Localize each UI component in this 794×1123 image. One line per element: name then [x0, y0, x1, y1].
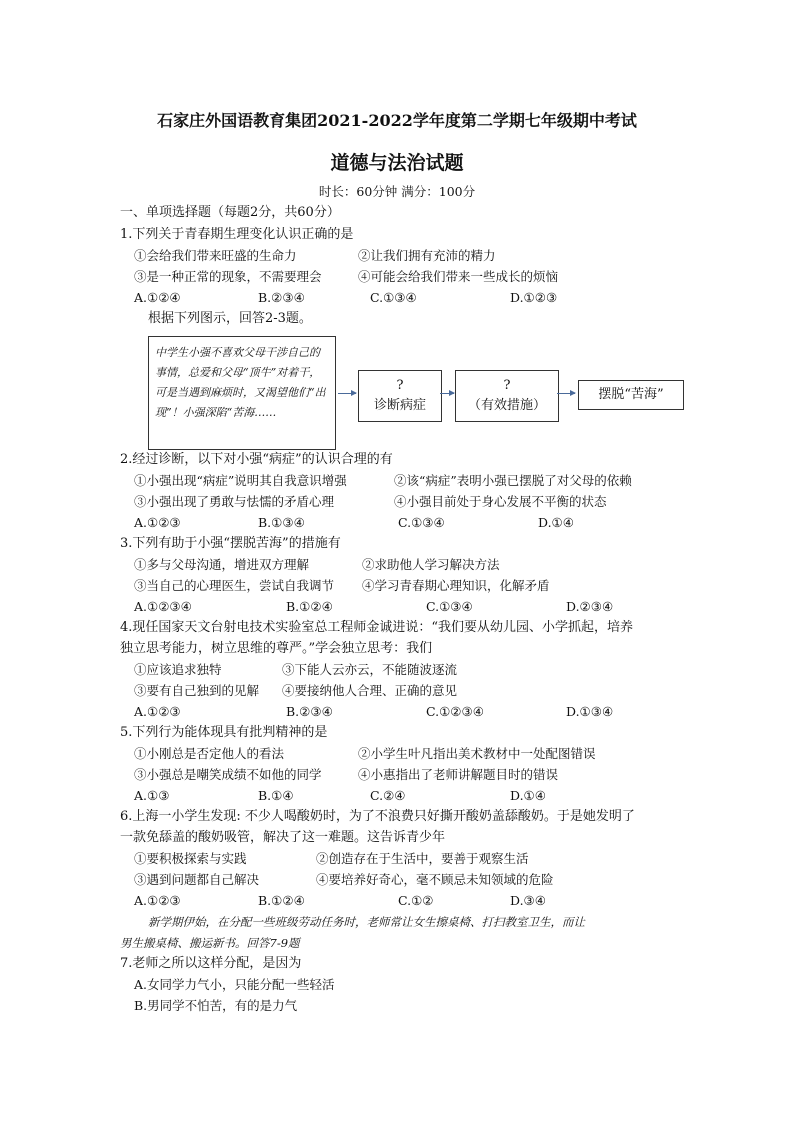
- q2-choice-d: D.①④: [538, 515, 574, 530]
- q4-choice-a: A.①②③: [134, 704, 181, 719]
- q5-choice-d: D.①④: [510, 788, 546, 803]
- escape-box: [578, 380, 684, 410]
- q7-choice-a: A.女同学力气小，只能分配一些轻活: [134, 977, 335, 992]
- q1-item-4: ④可能会给我们带来一些成长的烦恼: [358, 269, 559, 284]
- q5-choice-b: B.①④: [258, 788, 294, 803]
- q2-item-2: ②该“病症”表明小强已摆脱了对父母的依赖: [394, 473, 632, 488]
- arrow-1: [338, 393, 356, 394]
- question-6-stem-line2: 一款免舔盖的酸奶吸管，解决了这一难题。这告诉青少年: [120, 830, 446, 845]
- exam-title: 石家庄外国语教育集团2021-2022学年度第二学期七年级期中考试: [157, 111, 637, 130]
- q4-choice-d: D.①③④: [566, 704, 614, 719]
- q5-item-3: ③小强总是嘲笑成绩不如他的同学: [134, 767, 322, 782]
- q3-choice-d: D.②③④: [566, 599, 614, 614]
- q1-item-3: ③是一种正常的现象，不需要理会: [134, 269, 322, 284]
- question-6-stem-line1: 6.上海一小学生发现: 不少人喝酸奶时，为了不浪费只好撕开酸奶盖舔酸奶。于是她发明了: [120, 809, 635, 824]
- question-3-stem: 3.下列有助于小强“摆脱苦海”的措施有: [120, 536, 341, 551]
- q6-choice-c: C.①②: [398, 893, 434, 908]
- arrow-3: [557, 393, 575, 394]
- q3-item-4: ④学习青春期心理知识，化解矛盾: [362, 578, 550, 593]
- diagnose-question-mark: ?: [396, 378, 404, 393]
- q3-item-3: ③当自己的心理医生，尝试自我调节: [134, 578, 335, 593]
- measures-box: [455, 370, 559, 422]
- q6-choice-a: A.①②③: [134, 893, 181, 908]
- q5-choice-a: A.①③: [134, 788, 170, 803]
- q2-item-3: ③小强出现了勇敢与怯懦的矛盾心理: [134, 494, 335, 509]
- q6-item-4: ④要培养好奇心，毫不顾忌未知领域的危险: [316, 872, 554, 887]
- intro-q7-9-line2: 男生搬桌椅、搬运新书。回答7-9题: [120, 936, 300, 950]
- exam-meta: 时长：60分钟 满分：100分: [318, 184, 476, 199]
- escape-label: 摆脱“苦海”: [598, 387, 664, 402]
- q1-item-1: ①会给我们带来旺盛的生命力: [134, 248, 297, 263]
- q3-choice-b: B.①②④: [286, 599, 333, 614]
- q6-item-3: ③遇到问题都自己解决: [134, 872, 260, 887]
- question-4-stem-line2: 独立思考能力，树立思维的尊严。”学会独立思考：我们: [120, 641, 433, 656]
- section-heading: 一、单项选择题（每题2分，共60分）: [120, 205, 340, 220]
- q2-item-1: ①小强出现“病症”说明其自我意识增强: [134, 473, 347, 488]
- q1-item-2: ②让我们拥有充沛的精力: [358, 248, 496, 263]
- q3-item-1: ①多与父母沟通，增进双方理解: [134, 557, 310, 572]
- question-5-stem: 5.下列行为能体现具有批判精神的是: [120, 725, 328, 740]
- q2-choice-b: B.①③④: [258, 515, 305, 530]
- q6-item-1: ①要积极探索与实践: [134, 851, 247, 866]
- q4-item-3: ③要有自己独到的见解: [134, 683, 260, 698]
- intro-q2-3: 根据下列图示，回答2-3题。: [148, 311, 312, 326]
- q5-item-1: ①小刚总是否定他人的看法: [134, 746, 285, 761]
- question-2-stem: 2.经过诊断，以下对小强“病症”的认识合理的有: [120, 452, 393, 467]
- q2-choice-a: A.①②③: [134, 515, 181, 530]
- q2-item-4: ④小强目前处于身心发展不平衡的状态: [394, 494, 607, 509]
- q3-choice-c: C.①③④: [426, 599, 473, 614]
- q4-item-2: ③下能人云亦云，不能随波逐流: [282, 662, 458, 677]
- q4-item-4: ④要接纳他人合理、正确的意见: [282, 683, 458, 698]
- intro-q7-9-line1: 新学期伊始，在分配一些班级劳动任务时，老师常让女生擦桌椅、打扫教室卫生，而让: [148, 915, 585, 929]
- measures-label: （有效措施）: [467, 398, 546, 413]
- q1-choice-a: A.①②④: [134, 290, 181, 305]
- question-1-stem: 1.下列关于青春期生理变化认识正确的是: [120, 227, 354, 242]
- q3-choice-a: A.①②③④: [134, 599, 192, 614]
- q1-choice-d: D.①②③: [510, 290, 558, 305]
- subject-title: 道德与法治试题: [330, 152, 464, 174]
- measures-question-mark: ?: [503, 378, 511, 393]
- diagnose-label: 诊断病症: [373, 398, 426, 413]
- q2-choice-c: C.①③④: [398, 515, 445, 530]
- q4-choice-c: C.①②③④: [426, 704, 484, 719]
- q5-item-2: ②小学生叶凡指出美术教材中一处配图错误: [358, 746, 596, 761]
- q1-choice-c: C.①③④: [370, 290, 417, 305]
- q6-choice-d: D.③④: [510, 893, 546, 908]
- question-4-stem-line1: 4.现任国家天文台射电技术实验室总工程师金诚进说：“我们要从幼儿园、小学抓起，培养: [120, 620, 634, 635]
- arrow-2: [440, 393, 454, 394]
- q4-choice-b: B.②③④: [286, 704, 333, 719]
- q6-choice-b: B.①②④: [258, 893, 305, 908]
- q1-choice-b: B.②③④: [258, 290, 305, 305]
- q4-item-1: ①应该追求独特: [134, 662, 222, 677]
- diagnose-box: [358, 370, 442, 422]
- q5-choice-c: C.②④: [370, 788, 406, 803]
- q7-choice-b: B.男同学不怕苦，有的是力气: [134, 998, 298, 1013]
- question-7-stem: 7.老师之所以这样分配，是因为: [120, 956, 302, 971]
- story-box: 中学生小强不喜欢父母干涉自己的事情，总爱和父母“顶牛”对着干，可是当遇到麻烦时，又渴望他们“出现”！小强深陷“苦海……: [148, 336, 336, 450]
- q6-item-2: ②创造存在于生活中，要善于观察生活: [316, 851, 529, 866]
- q3-item-2: ②求助他人学习解决方法: [362, 557, 500, 572]
- q5-item-4: ④小惠指出了老师讲解题目时的错误: [358, 767, 559, 782]
